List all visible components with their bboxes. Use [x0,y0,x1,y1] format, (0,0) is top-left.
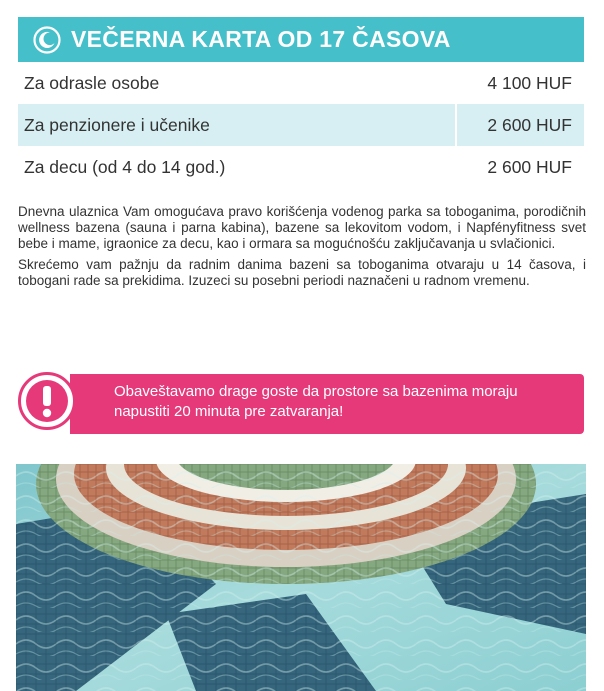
price-row [18,104,584,146]
price-label: Za decu (od 4 do 14 god.) [24,156,226,177]
column-divider [455,104,457,146]
price-label: Za odrasle osobe [24,72,160,93]
moon-clock-icon [33,26,61,54]
info-text [18,204,586,294]
column-divider [455,62,456,104]
price-value: 2 600 HUF [487,114,572,135]
exclamation-icon [18,372,76,430]
info-paragraph: Skrećemo vam pažnju da radnim danima bazeni sa toboganima otvaraju u 14 časova, i tobogani rade sa prekidima. Izuzeci su posebni periodi naznačeni u radnom vremenu. [18,257,586,288]
ticket-header [18,17,584,62]
price-label: Za penzionere i učenike [24,114,210,135]
pool-tiles-photo [16,464,586,691]
price-row [18,62,584,104]
notice-banner [18,372,584,436]
price-table [18,62,584,188]
price-value: 4 100 HUF [487,72,572,93]
column-divider [455,146,456,188]
header-title: VEČERNA KARTA OD 17 ČASOVA [71,26,451,52]
notice-message: Obaveštavamo drage goste da prostore sa bazenima moraju napustiti 20 minuta pre zatvaranja! [114,383,518,420]
price-value: 2 600 HUF [487,156,572,177]
price-row [18,146,584,188]
info-paragraph: Dnevna ulaznica Vam omogućava pravo korišćenja vodenog parka sa toboganima, porodičnih wellness bazena (sauna i parna kabina), bazene sa lekovitom vodom, i Napfényfitness svet bebe i mame, igraonice za decu, kao i ormara sa mogućnošću zaključavanja u svlačionici. [18,204,586,251]
